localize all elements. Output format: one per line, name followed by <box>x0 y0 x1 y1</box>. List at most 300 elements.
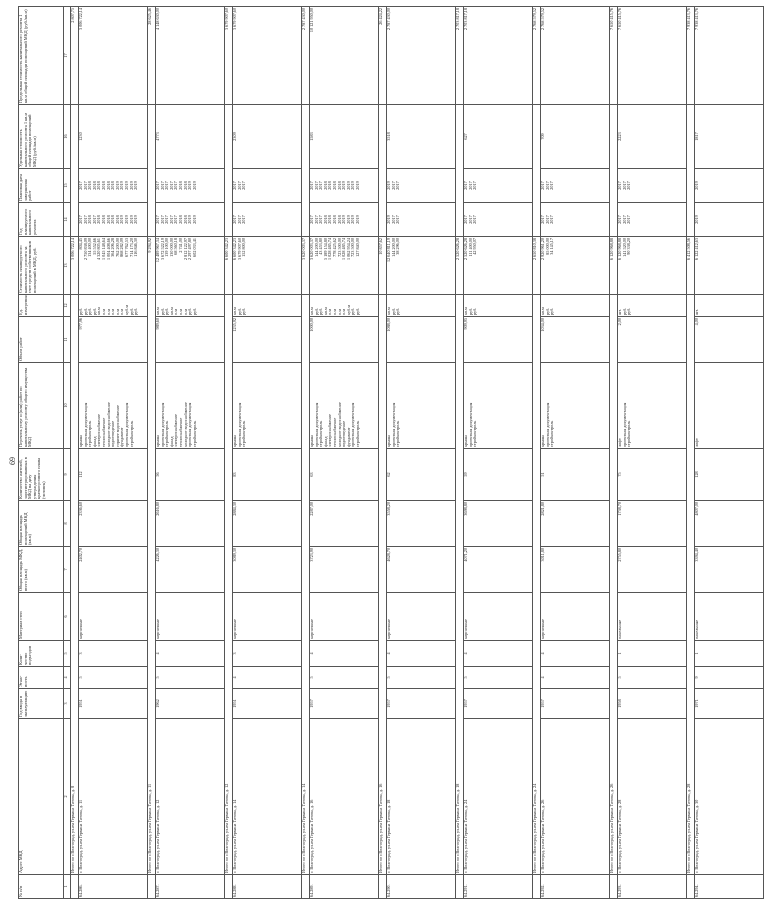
repair-year-cell <box>464 203 533 237</box>
summary-label: Итого по г.Волгоград, ул.им Германа Титова, д. 28 <box>687 295 695 875</box>
units-cell-line: п.м <box>327 309 333 315</box>
repair-year-cell-line: 2019 <box>354 215 360 224</box>
address-cell: г. Волгоград, ул.им Германа Титова, д. 18 <box>387 719 456 875</box>
column-number: 8 <box>64 501 71 547</box>
rooms-area-cell: 2287,00 <box>310 501 379 547</box>
units-cell-line: куб.м <box>123 305 129 315</box>
year-cell: 1957 <box>387 689 456 719</box>
repair-year-cell-line: 2017 <box>241 215 247 224</box>
costs-cell-line: 90 338,20 <box>626 238 632 255</box>
completion-date-cell-line: 2018 <box>110 181 116 190</box>
row-id: 64.288. <box>233 875 302 899</box>
costs-cell-line: 34 145,17 <box>549 238 555 255</box>
repair-year-cell-line: 2017 <box>168 215 174 224</box>
completion-date-cell-line: 2017 <box>540 181 545 190</box>
costs-cell-line: 4 320 805,61 <box>96 238 102 260</box>
year-cell: 1971 <box>695 689 764 719</box>
costs-cell-line: 12 489 967,34 <box>155 238 160 263</box>
repair-year-cell-line: 2019 <box>345 215 351 224</box>
units-cell <box>387 295 456 317</box>
costs-cell-line: 868 282,09 <box>119 238 125 257</box>
works-cell-line: холодное водоснабжение <box>105 402 111 447</box>
costs-cell-line: 602 033,41 <box>191 238 197 257</box>
column-header: Год планируемого капитального ремонта <box>19 203 64 237</box>
works-cell-line: крыша <box>309 434 314 447</box>
units-cell-line: п.м <box>114 309 120 315</box>
repair-year-cell <box>387 203 456 237</box>
works-cell-line: стройконтроль <box>626 420 632 447</box>
units-cell-line: кв.м <box>309 307 314 315</box>
repair-year-cell-line: 2017 <box>173 215 179 224</box>
completion-date-cell-line: 2017 <box>463 181 468 190</box>
column-header: Плановая дата завершения работ <box>19 169 64 203</box>
column-number: 12 <box>64 295 71 317</box>
summary-label: Итого по г.Волгоград, ул.им Германа Титова, д. 16 <box>379 295 387 875</box>
volume-cell: 1235,92 <box>233 317 302 363</box>
rooms-area-cell: 3558,20 <box>387 501 456 547</box>
units-cell <box>541 295 610 317</box>
repair-year-cell-line: 2017 <box>549 215 555 224</box>
costs-cell-line: 152 800,00 <box>241 238 247 257</box>
units-cell-line: руб. <box>164 307 170 315</box>
repair-year-cell-line: 2017 <box>540 215 545 224</box>
completion-date-cell-line: 2017 <box>159 181 165 190</box>
units-cell-line: п.м <box>336 309 342 315</box>
entrances-cell: 3 <box>233 641 302 667</box>
repair-year-cell <box>233 203 302 237</box>
summary-label: Итого по г.Волгоград, ул.им Германа Титова, д. 12 <box>225 295 233 875</box>
units-cell-line: п.м <box>341 309 347 315</box>
completion-date-cell-line: 2018 <box>87 181 93 190</box>
works-cell-line: крыша <box>386 434 391 447</box>
costs-cell <box>156 237 225 295</box>
repair-year-cell-line: 2017 <box>236 215 242 224</box>
costs-cell-line: 6 600 342,23 <box>232 238 237 260</box>
works-cell-line: холодное водоснабжение <box>336 402 342 447</box>
completion-date-cell-line: 2017 <box>318 181 324 190</box>
costs-cell-line: 1 045 148,64 <box>100 238 106 260</box>
volume-cell: 1088,00 <box>387 317 456 363</box>
column-number: 14 <box>64 203 71 237</box>
costs-cell-line: 6 122 412,63 <box>694 238 699 260</box>
volume-cell: 4,00 <box>695 317 764 363</box>
works-cell <box>156 363 225 449</box>
costs-cell-line: 1 004 408,66 <box>105 238 111 260</box>
limit-cost-cell: 2 703 817,18 <box>464 7 533 105</box>
material-cell: кирпичные <box>79 593 148 641</box>
volume-cell: 977,96 <box>79 317 148 363</box>
units-cell-line: кв.м <box>322 307 328 315</box>
costs-cell-line: 2 812 122,97 <box>182 238 188 260</box>
repair-year-cell-line: 2018 <box>182 215 188 224</box>
repair-year-cell-line: 2019 <box>187 215 193 224</box>
costs-cell-line: 127 840,00 <box>354 238 360 257</box>
total-area-cell: 3723,90 <box>310 547 379 593</box>
costs-cell-line: 778 425,62 <box>331 238 337 257</box>
units-cell-line: кв.м <box>168 307 174 315</box>
row-id: 64.290. <box>387 875 456 899</box>
volume-cell: 1000,00 <box>310 317 379 363</box>
summary-limit: 26 424,22 <box>379 7 387 105</box>
repair-year-cell-line: 2018 <box>87 215 93 224</box>
works-cell-line: электроснабжение <box>173 414 179 447</box>
repair-year-cell <box>79 203 148 237</box>
summary-cost: 3 620 003,37 <box>302 237 310 295</box>
repair-year-cell-line: 2018 <box>100 215 106 224</box>
rooms-area-cell: 2821,80 <box>541 501 610 547</box>
costs-cell-line: 43 453,80 <box>318 238 324 255</box>
costs-cell-line: 12 640 811,19 <box>386 238 391 262</box>
units-cell-line: п.м <box>182 309 188 315</box>
repair-year-cell-line: 2018 <box>105 215 111 224</box>
total-area-cell: 4226,30 <box>156 547 225 593</box>
floors-cell: 5 <box>310 667 379 689</box>
costs-cell-line: 139 100,00 <box>164 238 170 257</box>
summary-limit: 3 679 907,60 <box>225 7 233 105</box>
works-cell <box>387 363 456 449</box>
completion-date-cell-line: 2018 <box>100 181 106 190</box>
completion-date-cell <box>233 169 302 203</box>
floors-cell: 9 <box>695 667 764 689</box>
completion-date-cell-line: 2019 <box>114 181 120 190</box>
works-cell-line: лифт <box>694 438 699 447</box>
completion-date-cell-line: 2018 <box>336 181 342 190</box>
costs-cell-line: 3 679 907,60 <box>236 238 242 260</box>
material-cell: кирпичные <box>310 593 379 641</box>
column-header: Материал стен <box>19 593 64 641</box>
completion-date-cell <box>541 169 610 203</box>
rooms-area-cell: 2884,30 <box>233 501 302 547</box>
summary-limit: 28 625,46 <box>148 7 156 105</box>
address-cell: г. Волгоград, ул.им Германа Титова, д. 24 <box>464 719 533 875</box>
works-cell-line: проектная документация <box>187 402 193 447</box>
works-cell-line: стройконтроль <box>164 420 170 447</box>
residents-cell: 51 <box>541 449 610 501</box>
unit-cost-cell: 1583 <box>310 105 379 169</box>
works-cell <box>618 363 687 449</box>
costs-cell-line: 2 297 497,80 <box>187 238 193 260</box>
works-cell-line: фундамент <box>119 427 125 447</box>
completion-date-cell-line: 2017 <box>168 181 174 190</box>
unit-cost-cell: 2223 <box>618 105 687 169</box>
works-cell-line: крыша <box>540 434 545 447</box>
address-cell: г. Волгоград, ул.им Германа Титова, д. 28 <box>618 719 687 875</box>
completion-date-cell-line: 2019 <box>128 181 134 190</box>
repair-year-cell-line: 2017 <box>617 215 622 224</box>
residents-cell: 56 <box>156 449 225 501</box>
rooms-area-cell: 2336,60 <box>79 501 148 547</box>
units-cell-line: кв.м <box>96 307 102 315</box>
repair-year-cell-line: 2019 <box>694 215 699 224</box>
repair-year-cell <box>310 203 379 237</box>
material-cell: панельные <box>618 593 687 641</box>
unit-cost-cell: 3518 <box>387 105 456 169</box>
costs-cell-line: 38 296,00 <box>395 238 401 255</box>
column-header: Объем работ <box>19 317 64 363</box>
residents-cell: 128 <box>695 449 764 501</box>
works-cell <box>310 363 379 449</box>
repair-year-cell-line: 2019 <box>350 215 356 224</box>
completion-date-cell-line: 2018 <box>182 181 188 190</box>
works-cell-line: проектная документация <box>123 402 129 447</box>
year-cell: 1957 <box>310 689 379 719</box>
works-cell-line: крыша <box>463 434 468 447</box>
units-cell <box>233 295 302 317</box>
row-id: 64.293. <box>618 875 687 899</box>
units-cell-line: п.м <box>110 309 116 315</box>
units-cell-line: руб. <box>128 307 134 315</box>
entrances-cell: 3 <box>79 641 148 667</box>
completion-date-cell-line: 2018 <box>327 181 333 190</box>
works-cell-line: фасад <box>322 436 328 447</box>
material-cell: кирпичные <box>233 593 302 641</box>
costs-cell-line: 116 846,30 <box>133 238 139 257</box>
material-cell: кирпичные <box>156 593 225 641</box>
column-header: Общая площадь помещений МКД (кв.м) <box>19 501 64 547</box>
units-cell-line: руб. <box>354 307 360 315</box>
repair-year-cell-line: 2017 <box>544 215 550 224</box>
units-cell-line: кв.м <box>232 307 237 315</box>
material-cell: панельные <box>695 593 764 641</box>
completion-date-cell-line: 2017 <box>236 181 242 190</box>
repair-year-cell-line: 2017 <box>318 215 324 224</box>
entrances-cell: 4 <box>464 641 533 667</box>
units-cell-line: куб.м <box>345 305 351 315</box>
address-cell: г. Волгоград, ул.им Германа Титова, д. 30 <box>695 719 764 875</box>
residents-cell: 59 <box>464 449 533 501</box>
entrances-cell: 4 <box>541 641 610 667</box>
works-cell-line: стройконтроль <box>472 420 478 447</box>
repair-year-cell-line: 2017 <box>155 215 160 224</box>
units-cell-line: руб. <box>549 307 555 315</box>
works-cell-line: стройконтроль <box>549 420 555 447</box>
column-header: Адрес МКД <box>19 719 64 875</box>
repair-year-cell-line: 2017 <box>395 215 401 224</box>
units-cell-line: руб. <box>626 307 632 315</box>
costs-cell-line: 762 200,00 <box>114 238 120 257</box>
costs-cell <box>310 237 379 295</box>
completion-date-cell-line: 2019 <box>345 181 351 190</box>
units-cell-line: руб. <box>313 307 319 315</box>
summary-row <box>456 7 464 899</box>
repair-year-cell-line: 2017 <box>626 215 632 224</box>
floors-cell: 5 <box>156 667 225 689</box>
completion-date-cell-line: 2017 <box>82 181 88 190</box>
costs-cell-line: 1 062 954,24 <box>345 238 351 260</box>
costs-cell-line: 1 028 485,74 <box>341 238 347 260</box>
completion-date-cell-line: 2019 <box>341 181 347 190</box>
residents-cell: 75 <box>618 449 687 501</box>
works-cell-line: стройконтроль <box>395 420 401 447</box>
completion-date-cell-line: 2017 <box>390 181 396 190</box>
row-id: 64.292. <box>541 875 610 899</box>
limit-cost-cell: 7 938 413,76 <box>695 7 764 105</box>
works-cell-line: лифт <box>617 438 622 447</box>
repair-year-cell-line: 2018 <box>114 215 120 224</box>
costs-cell-line: 364 206,28 <box>110 238 116 257</box>
floors-cell: 5 <box>618 667 687 689</box>
column-number: 16 <box>64 105 71 169</box>
completion-date-cell-line: 2017 <box>626 181 632 190</box>
completion-date-cell-line: 2019 <box>133 181 139 190</box>
row-id: 64.286. <box>79 875 148 899</box>
units-cell-line: руб. <box>395 307 401 315</box>
costs-cell-line: 723 500,00 <box>336 238 342 257</box>
unit-cost-cell: 2309 <box>233 105 302 169</box>
column-header: № п/п <box>19 875 64 899</box>
completion-date-cell-line: 2017 <box>313 181 319 190</box>
repair-year-cell-line: 2017 <box>232 215 237 224</box>
table-row <box>387 7 456 899</box>
repair-year-cell-line: 2018 <box>331 215 337 224</box>
units-cell-line: руб. <box>133 307 139 315</box>
completion-date-cell-line: 2019 <box>191 181 197 190</box>
column-header: Стоимость планируемого капитального ремонта за счет средств собственников помещений в МКД, руб. <box>19 237 64 295</box>
units-cell-line: кв.м <box>155 307 160 315</box>
column-number: 17 <box>64 7 71 105</box>
units-cell-line: руб. <box>78 307 83 315</box>
total-area-cell: 2755,80 <box>618 547 687 593</box>
costs-cell-line: 55 552,66 <box>91 238 97 255</box>
summary-row <box>533 7 541 899</box>
repair-year-cell-line: 2017 <box>309 215 314 224</box>
units-cell-line: кв.м <box>386 307 391 315</box>
costs-cell-line: 68 560,18 <box>173 238 179 255</box>
unit-cost-cell: 4773 <box>156 105 225 169</box>
units-cell-line: руб. <box>318 307 324 315</box>
repair-year-cell-line: 2019 <box>386 215 391 224</box>
works-cell-line: теплоснабжение <box>331 417 337 447</box>
year-cell: 1957 <box>464 689 533 719</box>
completion-date-cell-line: 2017 <box>621 181 627 190</box>
completion-date-cell-line: 2019 <box>354 181 360 190</box>
column-number: 10 <box>64 363 71 449</box>
completion-date-cell-line: 2017 <box>472 181 478 190</box>
units-cell <box>156 295 225 317</box>
repair-year-cell-line: 2017 <box>78 215 83 224</box>
costs-cell <box>387 237 456 295</box>
summary-label: Итого по г.Волгоград, ул.им Германа Титова, д. 26 <box>610 295 618 875</box>
works-cell-line: проектная документация <box>313 402 319 447</box>
rooms-area-cell: 3698,80 <box>464 501 533 547</box>
summary-label: Итого по г.Волгоград, ул.им Германа Титова, д. 18 <box>456 295 464 875</box>
limit-cost-cell: 3 679 907,60 <box>233 7 302 105</box>
page-number: 69 <box>8 457 17 465</box>
completion-date-cell-line: 2019 <box>187 181 193 190</box>
units-cell-line: кв.м <box>540 307 545 315</box>
summary-cost: 9 294,92 <box>148 237 156 295</box>
repair-year-cell-line: 2017 <box>467 215 473 224</box>
units-cell-line: руб. <box>544 307 550 315</box>
repair-year-cell-line: 2019 <box>123 215 129 224</box>
works-cell-line: горячее водоснабжение <box>114 405 120 447</box>
column-number: 7 <box>64 547 71 593</box>
costs-cell-line: 144 200,00 <box>390 238 396 257</box>
costs-cell-line: 723 500,00 <box>350 238 356 257</box>
summary-limit: 7 650 415,76 <box>610 7 618 105</box>
year-cell: 1958 <box>618 689 687 719</box>
costs-cell-line: 804,45 <box>78 238 83 250</box>
rooms-area-cell: 4807,00 <box>695 501 764 547</box>
works-cell-line: стройконтроль <box>241 420 247 447</box>
summary-cost: 2 650 810,38 <box>533 237 541 295</box>
works-cell-line: теплоснабжение <box>177 417 183 447</box>
summary-limit: 7 938 413,76 <box>687 7 695 105</box>
address-cell: г. Волгоград, ул.им Германа Титова, д. 14 <box>233 719 302 875</box>
works-cell <box>233 363 302 449</box>
units-cell-line: руб. <box>621 307 627 315</box>
units-cell-line: кв.м <box>463 307 468 315</box>
completion-date-cell-line: 2017 <box>549 181 555 190</box>
works-cell-line: стройконтроль <box>354 420 360 447</box>
entrances-cell: 4 <box>156 641 225 667</box>
units-cell-line: п.м <box>100 309 106 315</box>
column-number: 11 <box>64 317 71 363</box>
repair-year-cell-line: 2017 <box>390 215 396 224</box>
column-number: 13 <box>64 237 71 295</box>
year-cell: 1962 <box>156 689 225 719</box>
total-area-cell: 3089,30 <box>233 547 302 593</box>
units-cell <box>618 295 687 317</box>
summary-label: Итого по г.Волгоград, ул.им Германа Титова, д. 11 <box>148 295 156 875</box>
completion-date-cell-line: 2017 <box>309 181 314 190</box>
summary-label: Итого по г.Волгоград, ул.им Германа Титова, д. 24 <box>533 295 541 875</box>
completion-date-cell <box>156 169 225 203</box>
works-cell-line: крыша <box>155 434 160 447</box>
units-cell <box>310 295 379 317</box>
completion-date-cell-line: 2017 <box>78 181 83 190</box>
works-cell <box>79 363 148 449</box>
works-cell-line: фасад <box>91 436 97 447</box>
entrances-cell: 4 <box>387 641 456 667</box>
units-cell-line: руб. <box>191 307 197 315</box>
completion-date-cell-line: 2017 <box>617 181 622 190</box>
works-cell-line: водоотведение <box>341 420 347 447</box>
address-cell: г. Волгоград, ул.им Германа Титова, д. 11 <box>79 719 148 875</box>
works-cell-line: водоотведение <box>110 420 116 447</box>
costs-cell-line: 6 120 968,88 <box>617 238 622 260</box>
units-cell-line: п.м <box>119 309 125 315</box>
table-row <box>695 7 764 899</box>
limit-cost-cell: 2 768 579,52 <box>541 7 610 105</box>
address-cell: г. Волгоград, ул.им Германа Титова, д. 26 <box>541 719 610 875</box>
summary-cost: 6 412 508,56 <box>687 237 695 295</box>
units-cell <box>464 295 533 317</box>
completion-date-cell-line: 2017 <box>467 181 473 190</box>
row-id: 64.291. <box>464 875 533 899</box>
rooms-area-cell: 2616,80 <box>156 501 225 547</box>
column-number: 5 <box>64 641 71 667</box>
completion-date-cell <box>618 169 687 203</box>
units-cell-line: п.м <box>177 309 183 315</box>
year-cell: 1951 <box>79 689 148 719</box>
total-area-cell: 4628,70 <box>387 547 456 593</box>
costs-cell-line: 2 741,00 <box>177 238 183 253</box>
works-cell-line: проектная документация <box>467 402 473 447</box>
units-cell-line: руб. <box>472 307 478 315</box>
entrances-cell: 1 <box>618 641 687 667</box>
costs-cell-line: 3 672 522,19 <box>159 238 165 260</box>
limit-cost-cell: 4 148 630,00 <box>156 7 225 105</box>
completion-date-cell-line: 2018 <box>322 181 328 190</box>
unit-cost-cell: 709 <box>541 105 610 169</box>
floors-cell: 5 <box>79 667 148 689</box>
residents-cell: 112 <box>79 449 148 501</box>
units-cell-line: руб. <box>87 307 93 315</box>
works-cell-line: стройконтроль <box>87 420 93 447</box>
limit-cost-cell: 7 650 415,76 <box>618 7 687 105</box>
repair-year-cell-line: 2018 <box>177 215 183 224</box>
